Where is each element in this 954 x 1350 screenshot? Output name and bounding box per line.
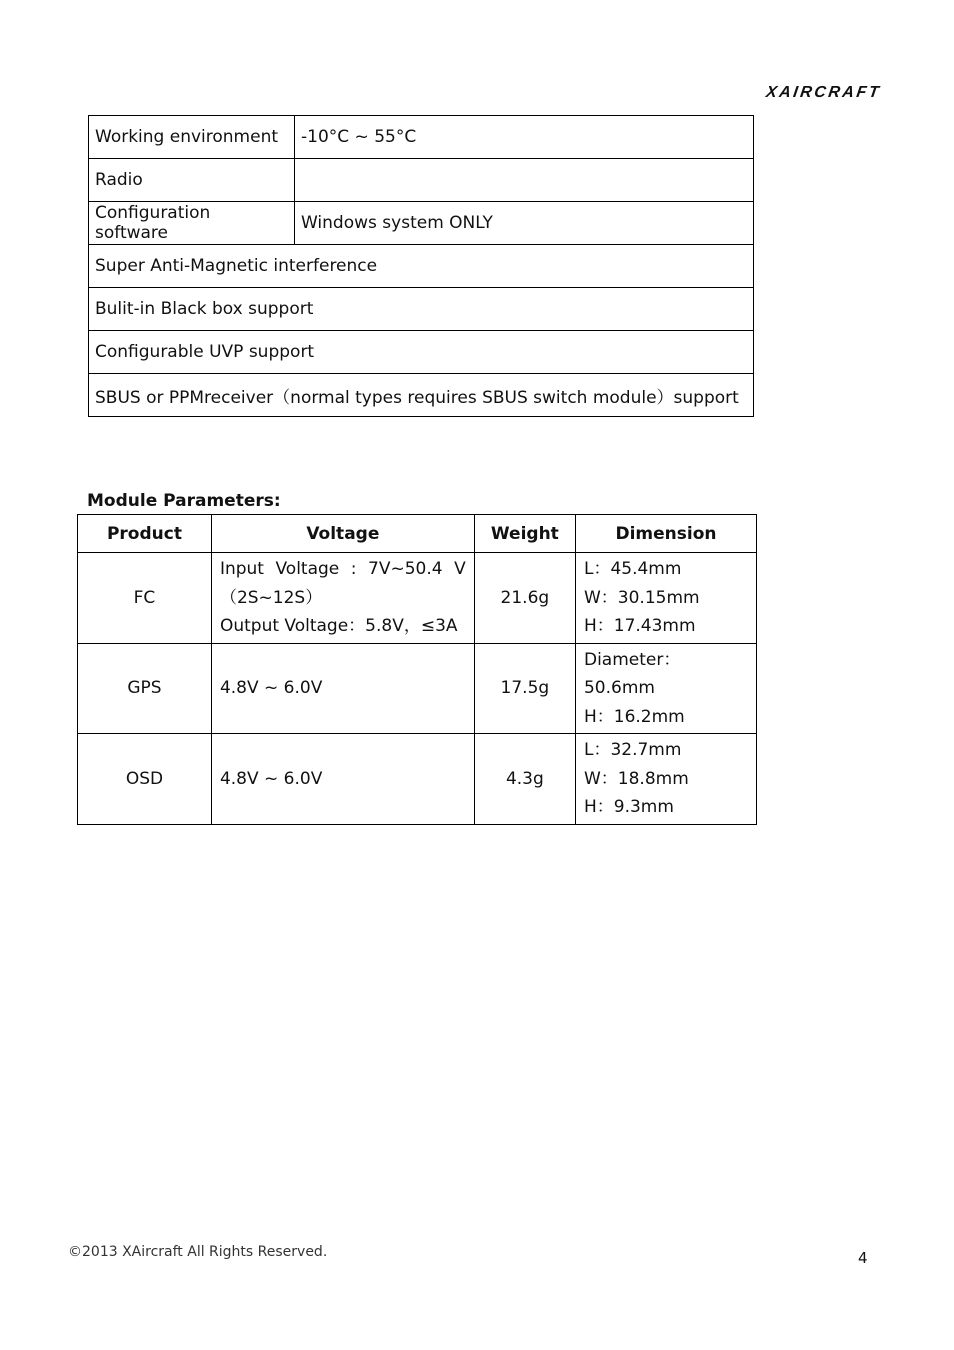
voltage-line: （2S~12S）: [219, 587, 323, 608]
product-cell: GPS: [78, 643, 212, 734]
weight-cell: 4.3g: [474, 734, 575, 825]
feature-item: Bulit-in Black box support: [89, 288, 754, 331]
table-row: [78, 643, 757, 734]
column-header-dimension: Dimension: [575, 515, 756, 553]
product-cell: OSD: [78, 734, 212, 825]
dimension-line: L：45.4mm: [583, 559, 682, 579]
dimension-cell: [575, 734, 756, 825]
spec-value: [295, 159, 754, 202]
feature-item: Super Anti-Magnetic interference: [89, 245, 754, 288]
voltage-line: Input Voltage : 7V~50.4 V: [219, 559, 466, 579]
feature-item: Configurable UVP support: [89, 331, 754, 374]
dimension-line: W：30.15mm: [583, 587, 700, 608]
dimension-line: Diameter：50.6mm: [583, 649, 681, 698]
table-row: [89, 374, 754, 417]
dimension-line: W：18.8mm: [583, 768, 689, 789]
spec-label: Radio: [89, 159, 295, 202]
weight-cell: 21.6g: [474, 553, 575, 644]
column-header-weight: Weight: [474, 515, 575, 553]
table-row: [89, 159, 754, 202]
voltage-cell: [211, 734, 474, 825]
spec-value: -10°C ~ 55°C: [295, 116, 754, 159]
brand-logo: XAIRCRAFT: [764, 84, 883, 101]
dimension-cell: [575, 553, 756, 644]
table-row: [78, 553, 757, 644]
section-title: Module Parameters:: [87, 491, 281, 511]
dimension-line: H：17.43mm: [583, 616, 696, 636]
table-row: [89, 288, 754, 331]
spec-label: Configuration software: [89, 202, 295, 245]
voltage-line: Output Voltage：5.8V，≤3A: [219, 616, 458, 636]
voltage-line: 4.8V ~ 6.0V: [219, 678, 323, 698]
dimension-cell: [575, 643, 756, 734]
column-header-product: Product: [78, 515, 212, 553]
dimension-line: L：32.7mm: [583, 740, 682, 760]
dimension-line: H：9.3mm: [583, 797, 674, 817]
spec-label: Working environment: [89, 116, 295, 159]
product-cell: FC: [78, 553, 212, 644]
spec-value: Windows system ONLY: [295, 202, 754, 245]
voltage-cell: [211, 643, 474, 734]
table-row: [89, 245, 754, 288]
copyright-footer: ©2013 XAircraft All Rights Reserved.: [68, 1244, 328, 1260]
table-row: [89, 116, 754, 159]
table-header-row: [78, 515, 757, 553]
table-row: [78, 734, 757, 825]
voltage-cell: [211, 553, 474, 644]
table-row: [89, 202, 754, 245]
weight-cell: 17.5g: [474, 643, 575, 734]
feature-item: SBUS or PPMreceiver（normal types requires SBUS switch module）support: [89, 374, 754, 417]
spec-table: [88, 115, 754, 417]
dimension-line: H：16.2mm: [583, 706, 685, 727]
voltage-line: 4.8V ~ 6.0V: [219, 768, 323, 789]
column-header-voltage: Voltage: [211, 515, 474, 553]
table-row: [89, 331, 754, 374]
module-parameters-table: [77, 514, 757, 825]
page-number: 4: [858, 1249, 868, 1267]
